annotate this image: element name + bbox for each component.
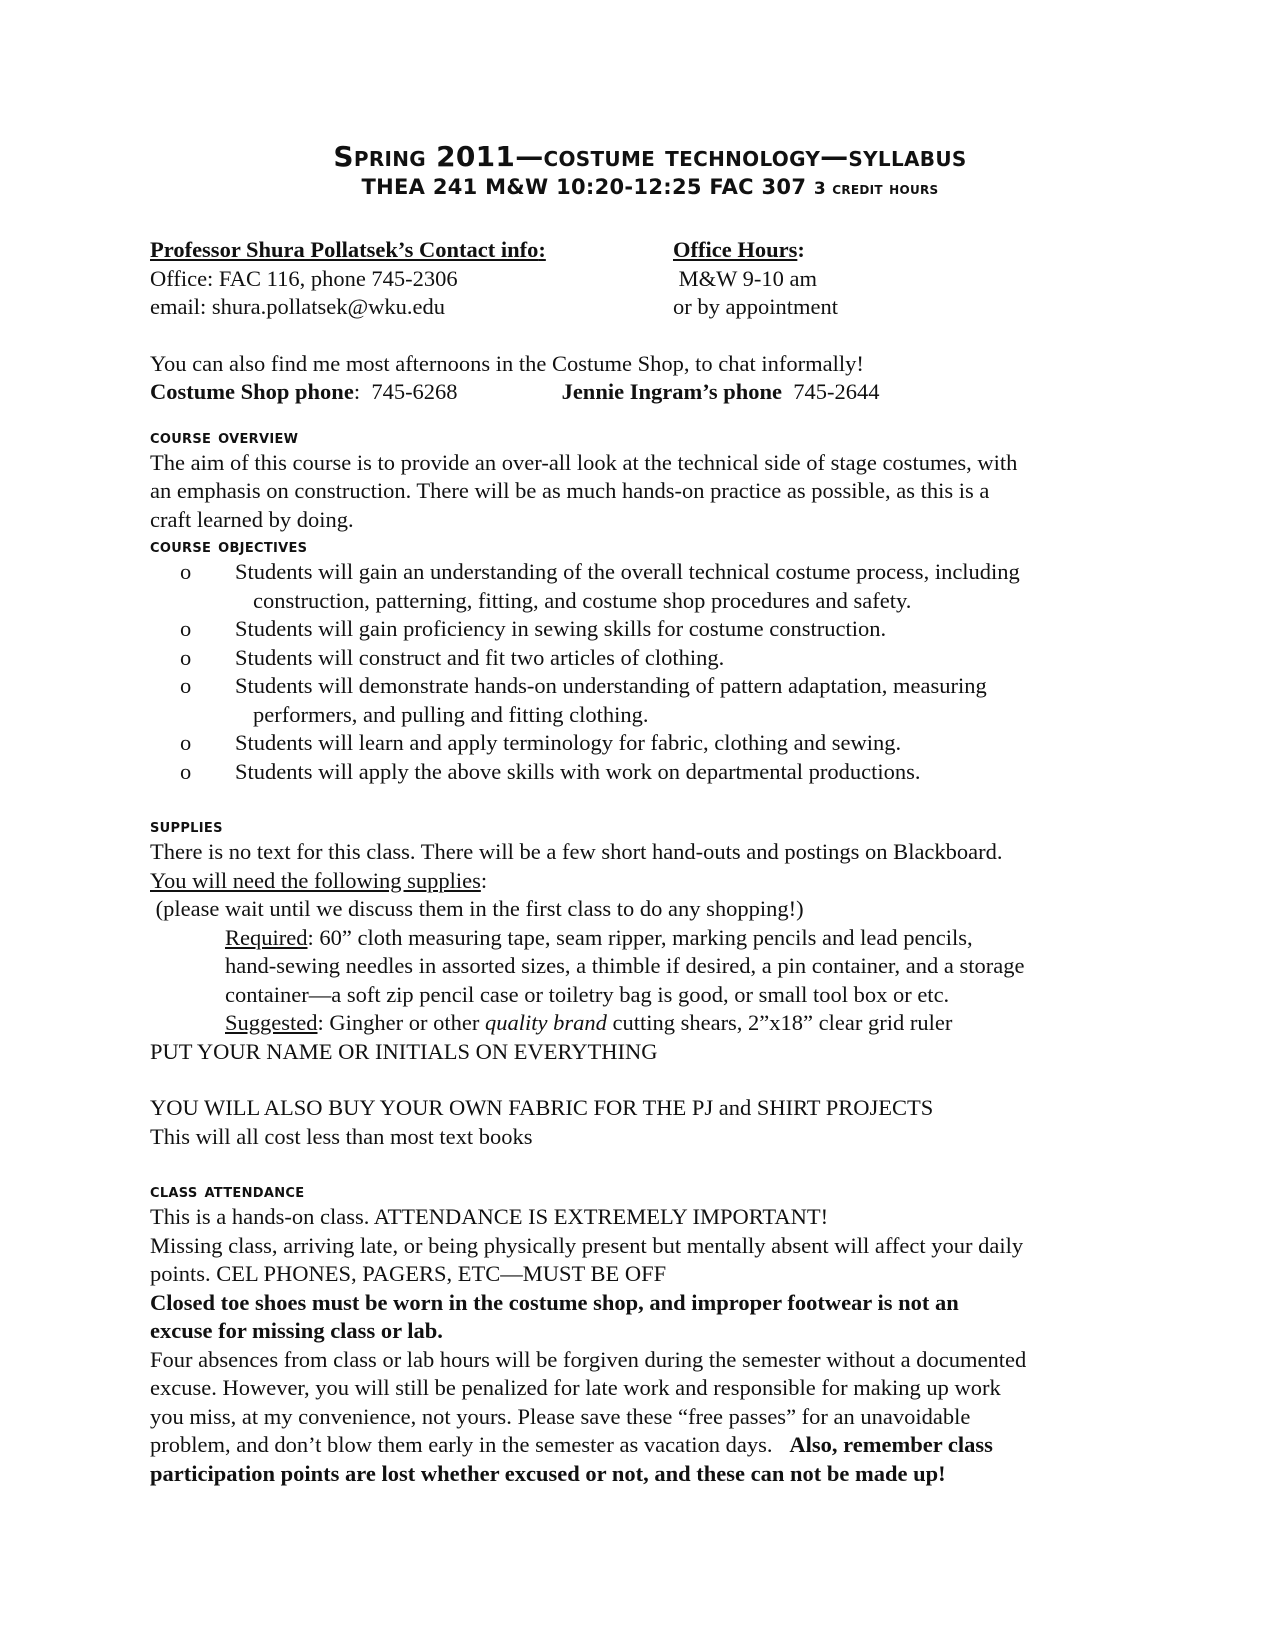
bullet: o (180, 559, 192, 584)
overview-line: craft learned by doing. (150, 506, 354, 532)
office-line: Office: FAC 116, phone 745-2306 (150, 265, 458, 291)
office-hours-heading: Office Hours (673, 237, 798, 262)
contact-section (150, 236, 1150, 322)
participation-warning: participation points are lost whether excused or not, and these can not be made up! (150, 1460, 946, 1486)
absence-line: excuse. However, you will still be penalized for late work and responsible for making up work (150, 1375, 1001, 1400)
phone-line (150, 378, 1150, 407)
supplies-need: You will need the following supplies (150, 867, 481, 893)
contact-heading: Professor Shura Pollatsek’s Contact info (150, 237, 539, 262)
supplies-section: supplies There is no text for this class. There will be a few short hand-outs and postings on Blackboard. You will need the following supplies: (please wait until we discuss them in the first class to do any shopping!) Required: 60” cloth measuring tape, seam ripper, marking pencils and lead pencils, hand-sewing needles in assorted sizes, a thimble if desired, a pin container, and a storage container—a soft zip pencil case or toiletry bag is good, or small tool box or etc. Suggested: Gingher or other quality brand cutting shears, 2”x18” clear grid ruler PUT YOUR NAME OR INITIALS ON EVERYTHING YOU WILL ALSO BUY YOUR OWN FABRIC FOR THE PJ and SHIRT PROJECTS This will all cost less than most text books (150, 814, 1150, 1151)
list-item: o Students will apply the above skills with work on departmental productions. (150, 758, 1150, 787)
jennie-phone: 745-2644 (782, 379, 880, 404)
office-hours-appointment: or by appointment (673, 294, 838, 319)
absence-line: problem, and don’t blow them early in the semester as vacation days. Also, remember class (150, 1432, 993, 1457)
absence-line: Four absences from class or lab hours will be forgiven during the semester without a documented (150, 1346, 1027, 1372)
suggested-supplies: Suggested: Gingher or other quality brand cutting shears, 2”x18” clear grid ruler (225, 1010, 953, 1035)
required-label: Required (225, 924, 308, 950)
supplies-heading: supplies (150, 815, 223, 837)
attendance-line: Missing class, arriving late, or being physically present but mentally absent will affect your daily (150, 1232, 1024, 1258)
list-item: o Students will learn and apply terminology for fabric, clothing and sewing. (150, 729, 1150, 758)
fabric-note: YOU WILL ALSO BUY YOUR OWN FABRIC FOR THE PJ and SHIRT PROJECTS (150, 1095, 934, 1120)
informal-section (150, 350, 1150, 407)
list-item: o Students will construct and fit two articles of clothing. (150, 644, 1150, 673)
objectives-section (150, 534, 1150, 786)
course-info (150, 174, 1150, 202)
suggested-label: Suggested (225, 1010, 318, 1035)
list-item: o Students will gain an understanding of the overall technical costume process, including construction, patterning, fitting, and costume shop procedures and safety. (180, 559, 1020, 613)
attendance-section (150, 1179, 1150, 1488)
list-item: o Students will gain proficiency in sewing skills for costume construction. (150, 615, 1150, 644)
footwear-warning: Closed toe shoes must be worn in the costume shop, and improper footwear is not an (150, 1289, 959, 1315)
shop-phone: : 745-6268 (353, 379, 458, 404)
attendance-heading: class attendance (150, 1180, 305, 1202)
footwear-warning: excuse for missing class or lab. (150, 1318, 443, 1343)
attendance-line: This is a hands-on class. ATTENDANCE IS EXTREMELY IMPORTANT! (150, 1204, 829, 1229)
attendance-line: points. CEL PHONES, PAGERS, ETC—MUST BE OFF (150, 1261, 667, 1286)
bullet: o (180, 730, 192, 755)
jennie-phone-label: Jennie Ingram’s phone (561, 379, 783, 404)
office-hours-days: M&W 9-10 am (673, 265, 817, 291)
contact-info: Professor Shura Pollatsek’s Contact info: Office: FAC 116, phone 745-2306 email: shura.pollatsek@wku.edu (150, 236, 673, 322)
document-title: Spring 2011—costume technology—syllabus (333, 140, 967, 173)
credit-hours: 3 credit hours (813, 179, 939, 199)
course-schedule: THEA 241 M&W 10:20-12:25 FAC 307 (361, 175, 807, 199)
bullet: o (180, 673, 192, 698)
bullet: o (180, 758, 192, 784)
required-supplies: Required: 60” cloth measuring tape, seam ripper, marking pencils and lead pencils, hand-sewing needles in assorted sizes, a thimble if desired, a pin container, and a storage container—a soft zip pencil case or toiletry bag is good, or small tool box or etc. Suggested: Gingher or other quality brand cutting shears, 2”x18” clear grid ruler (150, 924, 1150, 1038)
cost-note: This will all cost less than most text books (150, 1123, 533, 1149)
absence-line: you miss, at my convenience, not yours. Please save these “free passes” for an unavoidable (150, 1403, 971, 1429)
syllabus-page (150, 140, 1150, 1488)
bullet: o (180, 644, 192, 670)
shop-phone-label: Costume Shop phone (150, 379, 354, 404)
overview-line: an emphasis on construction. There will be as much hands-on practice as possible, as this is a (150, 478, 990, 503)
email-line[interactable]: email: shura.pollatsek@wku.edu (150, 294, 446, 319)
bullet: o (180, 616, 192, 641)
overview-heading: course overview (150, 425, 299, 448)
objectives-list (150, 558, 1150, 786)
list-item: o Students will demonstrate hands-on understanding of pattern adaptation, measuring performers, and pulling and fitting clothing. (180, 673, 987, 727)
name-note: PUT YOUR NAME OR INITIALS ON EVERYTHING (150, 1038, 658, 1064)
objectives-heading: course objectives (150, 535, 308, 557)
supplies-wait: (please wait until we discuss them in the first class to do any shopping!) (150, 896, 804, 921)
office-hours: Office Hours: M&W 9-10 am or by appointment (673, 236, 838, 322)
supplies-line: There is no text for this class. There will be a few short hand-outs and postings on Blackboard. (150, 839, 1003, 864)
overview-line: The aim of this course is to provide an over-all look at the technical side of stage costumes, with (150, 449, 1018, 475)
overview-section (150, 425, 1150, 535)
informal-text: You can also find me most afternoons in the Costume Shop, to chat informally! (150, 350, 864, 376)
